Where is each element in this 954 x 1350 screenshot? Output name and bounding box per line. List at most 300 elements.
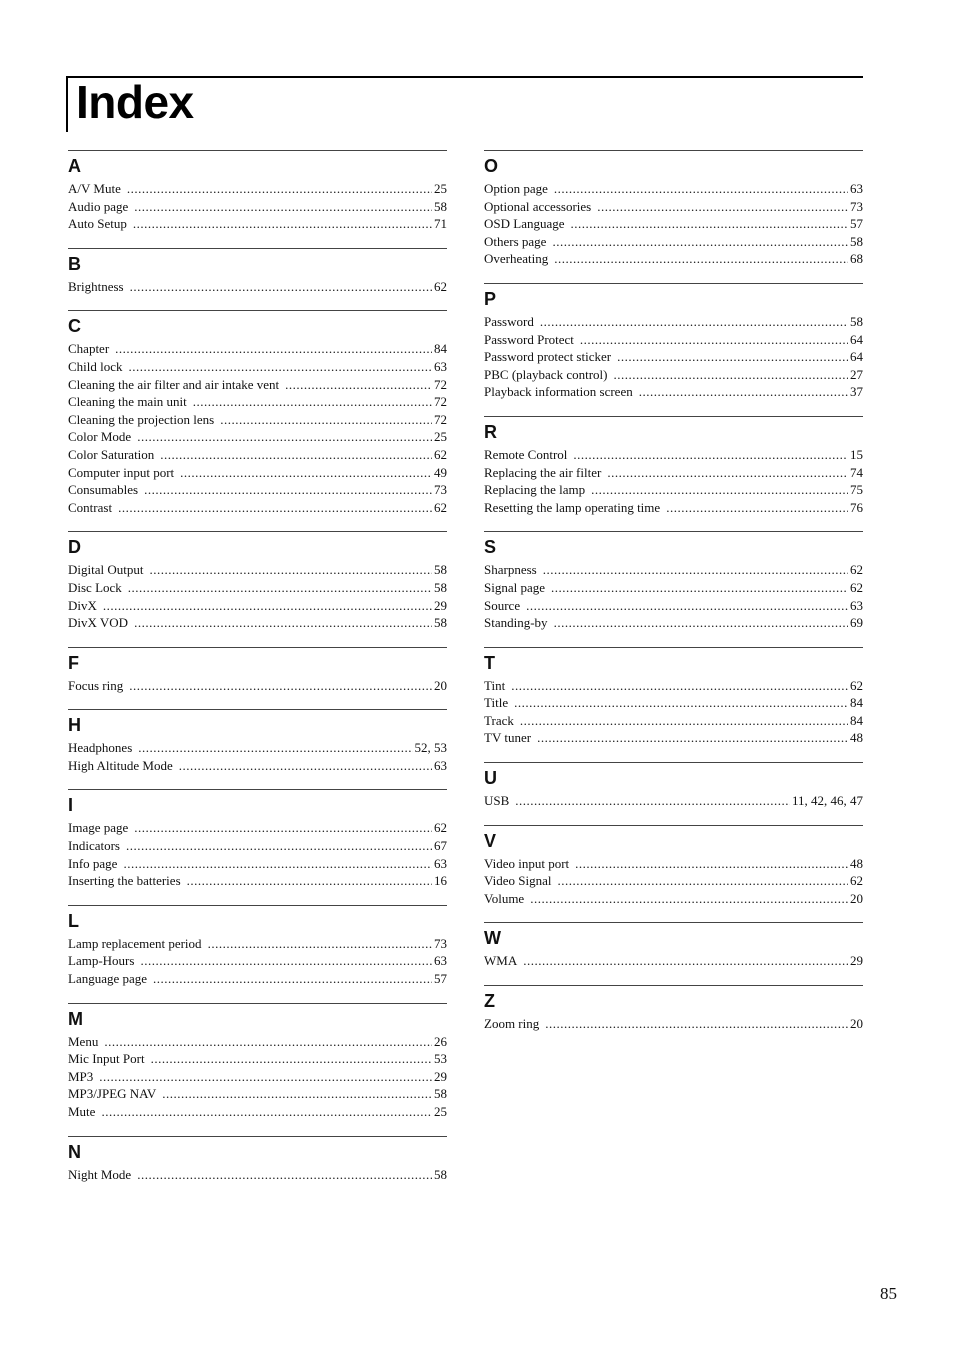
entry-page-ref: 72 [434, 376, 447, 392]
entry-page-ref: 62 [850, 873, 863, 889]
index-entry [484, 677, 863, 695]
dot-leader [153, 970, 432, 988]
dot-leader [554, 250, 848, 268]
dot-leader [511, 677, 848, 695]
entry-term: Audio page [68, 198, 129, 214]
index-entry [68, 819, 447, 837]
section-letter: R [484, 416, 863, 446]
dot-leader [140, 952, 432, 970]
section-letter: L [68, 905, 447, 935]
entry-page-ref: 27 [850, 366, 863, 382]
index-section-i [68, 789, 447, 889]
dot-leader [129, 677, 432, 695]
index-entry [68, 180, 447, 198]
entry-term: PBC (playback control) [484, 366, 608, 382]
entry-list [68, 739, 447, 774]
entry-term: DivX [68, 597, 97, 613]
entry-page-ref: 73 [434, 482, 447, 498]
section-letter: I [68, 789, 447, 819]
dot-leader [575, 855, 848, 873]
entry-page-ref: 11, 42, 46, 47 [791, 793, 863, 809]
section-letter: P [484, 283, 863, 313]
entry-page-ref: 16 [434, 873, 447, 889]
entry-term: Color Mode [68, 429, 132, 445]
entry-page-ref: 63 [434, 757, 447, 773]
index-entry [484, 1015, 863, 1033]
dot-leader [613, 366, 848, 384]
dot-leader [537, 729, 848, 747]
dot-leader [557, 872, 848, 890]
index-entry [68, 1103, 447, 1121]
dot-leader [607, 464, 848, 482]
dot-leader [128, 579, 432, 597]
entry-term: Image page [68, 820, 129, 836]
entry-page-ref: 73 [434, 935, 447, 951]
entry-page-ref: 57 [850, 216, 863, 232]
entry-page-ref: 29 [434, 597, 447, 613]
entry-page-ref: 29 [434, 1068, 447, 1084]
index-entry [484, 348, 863, 366]
dot-leader [149, 561, 432, 579]
entry-list [68, 677, 447, 695]
entry-page-ref: 63 [850, 597, 863, 613]
entry-term: Headphones [68, 740, 133, 756]
entry-term: Inserting the batteries [68, 873, 181, 889]
entry-page-ref: 63 [434, 953, 447, 969]
entry-page-ref: 62 [434, 820, 447, 836]
entry-list [484, 1015, 863, 1033]
entry-term: Digital Output [68, 562, 144, 578]
entry-page-ref: 48 [850, 730, 863, 746]
index-entry [484, 561, 863, 579]
dot-leader [543, 561, 848, 579]
dot-leader [134, 614, 432, 632]
index-section-t [484, 647, 863, 747]
dot-leader [160, 446, 432, 464]
section-letter: T [484, 647, 863, 677]
entry-term: Color Saturation [68, 446, 155, 462]
dot-leader [220, 411, 432, 429]
index-entry [484, 890, 863, 908]
index-entry [68, 561, 447, 579]
entry-page-ref: 58 [434, 579, 447, 595]
dot-leader [104, 1033, 432, 1051]
dot-leader [115, 340, 432, 358]
entry-page-ref: 76 [850, 499, 863, 515]
entry-term: Language page [68, 971, 148, 987]
index-section-f [68, 647, 447, 695]
index-section-n [68, 1136, 447, 1184]
entry-page-ref: 48 [850, 855, 863, 871]
index-entry [68, 1050, 447, 1068]
index-section-b [68, 248, 447, 296]
entry-list [484, 180, 863, 268]
index-entry [484, 952, 863, 970]
index-entry [484, 366, 863, 384]
index-entry [68, 757, 447, 775]
dot-leader [137, 1166, 432, 1184]
index-entry [68, 1166, 447, 1184]
entry-page-ref: 25 [434, 429, 447, 445]
entry-page-ref: 72 [434, 411, 447, 427]
entry-term: Menu [68, 1033, 99, 1049]
entry-list [68, 1166, 447, 1184]
entry-term: A/V Mute [68, 181, 121, 196]
section-letter: D [68, 531, 447, 561]
entry-page-ref: 64 [850, 349, 863, 365]
section-letter: M [68, 1003, 447, 1033]
section-letter: U [484, 762, 863, 792]
entry-term: Chapter [68, 341, 110, 357]
index-entry [68, 499, 447, 517]
dot-leader [130, 278, 432, 296]
index-entry [68, 393, 447, 411]
index-column-right [484, 150, 863, 1048]
dot-leader [530, 890, 848, 908]
dot-leader [103, 597, 432, 615]
entry-term: Computer input port [68, 464, 175, 480]
entry-list [484, 952, 863, 970]
index-entry [68, 215, 447, 233]
index-entry [68, 1085, 447, 1103]
entry-list [484, 792, 863, 810]
dot-leader [580, 331, 848, 349]
index-entry [68, 855, 447, 873]
entry-term: TV tuner [484, 730, 532, 746]
entry-term: Contrast [68, 499, 113, 515]
entry-term: WMA [484, 953, 518, 969]
section-letter: O [484, 150, 863, 180]
entry-page-ref: 37 [850, 384, 863, 400]
entry-term: Cleaning the air filter and air intake vent [68, 376, 280, 392]
index-entry [484, 712, 863, 730]
index-entry [484, 180, 863, 198]
dot-leader [573, 446, 848, 464]
index-entry [68, 464, 447, 482]
section-letter: F [68, 647, 447, 677]
entry-page-ref: 84 [850, 695, 863, 711]
entry-term: Replacing the air filter [484, 464, 602, 480]
dot-leader [597, 198, 848, 216]
entry-term: Optional accessories [484, 198, 592, 214]
section-letter: N [68, 1136, 447, 1166]
dot-leader [180, 464, 432, 482]
section-letter: A [68, 150, 447, 180]
index-column-left [68, 150, 447, 1198]
index-entry [68, 428, 447, 446]
index-entry [68, 1068, 447, 1086]
index-entry [484, 313, 863, 331]
dot-leader [666, 499, 848, 517]
entry-term: Volume [484, 890, 525, 906]
index-entry [68, 597, 447, 615]
dot-leader [129, 358, 432, 376]
dot-leader [523, 952, 848, 970]
entry-term: Password Protect [484, 331, 574, 347]
dot-leader [127, 180, 432, 198]
index-entry [484, 383, 863, 401]
index-section-c [68, 310, 447, 516]
dot-leader [187, 872, 432, 890]
index-entry [68, 872, 447, 890]
entry-term: MP3 [68, 1068, 94, 1084]
entry-page-ref: 63 [434, 358, 447, 374]
index-section-h [68, 709, 447, 774]
entry-page-ref: 58 [434, 198, 447, 214]
index-entry [484, 250, 863, 268]
dot-leader [162, 1085, 432, 1103]
entry-page-ref: 75 [850, 482, 863, 498]
entry-list [484, 677, 863, 747]
entry-term: Zoom ring [484, 1016, 540, 1032]
index-entry [484, 464, 863, 482]
entry-term: Disc Lock [68, 579, 122, 595]
dot-leader [551, 579, 848, 597]
entry-list [484, 561, 863, 631]
entry-page-ref: 68 [850, 251, 863, 267]
dot-leader [617, 348, 848, 366]
entry-term: Sharpness [484, 562, 537, 578]
entry-page-ref: 72 [434, 394, 447, 410]
entry-term: Password protect sticker [484, 349, 612, 365]
dot-leader [514, 694, 848, 712]
page-title: Index [76, 76, 194, 128]
entry-page-ref: 20 [434, 677, 447, 693]
entry-page-ref: 58 [434, 1166, 447, 1182]
dot-leader [123, 855, 432, 873]
entry-page-ref: 53 [434, 1051, 447, 1067]
index-entry [484, 499, 863, 517]
entry-term: Mute [68, 1104, 96, 1119]
section-letter: B [68, 248, 447, 278]
entry-list [68, 935, 447, 988]
index-entry [484, 579, 863, 597]
entry-term: Cleaning the projection lens [68, 411, 215, 427]
section-letter: W [484, 922, 863, 952]
dot-leader [137, 428, 432, 446]
entry-list [68, 819, 447, 889]
index-entry [68, 411, 447, 429]
dot-leader [554, 614, 848, 632]
entry-term: Resetting the lamp operating time [484, 499, 661, 515]
index-section-m [68, 1003, 447, 1121]
entry-page-ref: 20 [850, 1016, 863, 1032]
index-entry [484, 215, 863, 233]
dot-leader [285, 376, 432, 394]
entry-list [68, 180, 447, 233]
index-entry [484, 481, 863, 499]
entry-term: Remote Control [484, 446, 568, 462]
dot-leader [134, 198, 432, 216]
entry-list [484, 855, 863, 908]
entry-page-ref: 49 [434, 464, 447, 480]
entry-term: Password [484, 313, 534, 329]
dot-leader [99, 1068, 432, 1086]
index-entry [68, 340, 447, 358]
entry-term: Title [484, 695, 509, 711]
entry-term: Video Signal [484, 873, 552, 889]
dot-leader [151, 1050, 432, 1068]
entry-page-ref: 73 [850, 198, 863, 214]
index-entry [68, 278, 447, 296]
entry-page-ref: 69 [850, 615, 863, 631]
dot-leader [591, 481, 848, 499]
section-letter: H [68, 709, 447, 739]
entry-page-ref: 62 [434, 446, 447, 462]
dot-leader [133, 215, 432, 233]
index-entry [68, 198, 447, 216]
index-entry [484, 446, 863, 464]
entry-term: Child lock [68, 358, 123, 374]
entry-term: Video input port [484, 855, 570, 871]
entry-term: Playback information screen [484, 384, 633, 400]
index-entry [68, 1033, 447, 1051]
entry-page-ref: 52, 53 [414, 740, 447, 756]
entry-term: High Altitude Mode [68, 757, 173, 773]
section-letter: S [484, 531, 863, 561]
section-letter: V [484, 825, 863, 855]
page-number: 85 [880, 1284, 897, 1303]
entry-term: Consumables [68, 482, 139, 498]
entry-term: Lamp-Hours [68, 953, 135, 969]
dot-leader [208, 935, 432, 953]
dot-leader [520, 712, 848, 730]
index-section-d [68, 531, 447, 631]
index-entry [484, 198, 863, 216]
entry-page-ref: 58 [434, 1086, 447, 1102]
index-entry [484, 233, 863, 251]
index-entry [68, 446, 447, 464]
index-entry [484, 694, 863, 712]
index-section-v [484, 825, 863, 908]
entry-page-ref: 62 [850, 579, 863, 595]
index-entry [68, 739, 447, 757]
entry-term: OSD Language [484, 216, 565, 232]
index-entry [68, 376, 447, 394]
index-entry [484, 614, 863, 632]
entry-term: Overheating [484, 251, 549, 267]
entry-page-ref: 62 [850, 562, 863, 578]
dot-leader [515, 792, 790, 810]
entry-page-ref: 15 [850, 446, 863, 462]
entry-page-ref: 57 [434, 971, 447, 987]
entry-page-ref: 58 [434, 615, 447, 631]
index-section-p [484, 283, 863, 401]
index-entry [484, 331, 863, 349]
entry-list [68, 340, 447, 516]
section-letter: Z [484, 985, 863, 1015]
dot-leader [138, 739, 412, 757]
entry-page-ref: 58 [434, 562, 447, 578]
index-section-w [484, 922, 863, 970]
entry-term: Brightness [68, 278, 124, 294]
entry-term: DivX VOD [68, 615, 129, 631]
entry-term: Tint [484, 677, 506, 693]
dot-leader [526, 597, 848, 615]
dot-leader [540, 313, 848, 331]
entry-term: Signal page [484, 579, 546, 595]
entry-list [484, 313, 863, 401]
index-section-u [484, 762, 863, 810]
entry-page-ref: 58 [850, 313, 863, 329]
index-entry [68, 952, 447, 970]
dot-leader [126, 837, 432, 855]
entry-page-ref: 63 [850, 181, 863, 196]
entry-list [68, 278, 447, 296]
entry-term: Standing-by [484, 615, 548, 631]
index-entry [68, 837, 447, 855]
dot-leader [118, 499, 432, 517]
index-section-r [484, 416, 863, 516]
entry-page-ref: 62 [434, 278, 447, 294]
index-entry [68, 935, 447, 953]
entry-page-ref: 62 [850, 677, 863, 693]
entry-page-ref: 25 [434, 181, 447, 196]
dot-leader [571, 215, 848, 233]
entry-page-ref: 20 [850, 890, 863, 906]
index-entry [68, 677, 447, 695]
index-entry [484, 872, 863, 890]
entry-term: Track [484, 712, 514, 728]
entry-page-ref: 71 [434, 216, 447, 232]
index-section-s [484, 531, 863, 631]
entry-page-ref: 58 [850, 233, 863, 249]
index-entry [484, 855, 863, 873]
entry-page-ref: 74 [850, 464, 863, 480]
entry-page-ref: 62 [434, 499, 447, 515]
entry-term: USB [484, 793, 510, 809]
entry-list [68, 1033, 447, 1121]
entry-term: Source [484, 597, 521, 613]
entry-term: Focus ring [68, 677, 124, 693]
index-entry [68, 481, 447, 499]
section-letter: C [68, 310, 447, 340]
index-section-l [68, 905, 447, 988]
entry-term: Cleaning the main unit [68, 394, 187, 410]
index-entry [484, 792, 863, 810]
entry-term: Replacing the lamp [484, 482, 586, 498]
dot-leader [554, 180, 848, 198]
index-section-a [68, 150, 447, 233]
dot-leader [545, 1015, 848, 1033]
entry-term: Indicators [68, 838, 120, 854]
index-section-z [484, 985, 863, 1033]
index-entry [484, 729, 863, 747]
entry-page-ref: 26 [434, 1033, 447, 1049]
entry-page-ref: 84 [850, 712, 863, 728]
entry-page-ref: 84 [434, 341, 447, 357]
entry-page-ref: 29 [850, 953, 863, 969]
dot-leader [193, 393, 432, 411]
entry-term: Others page [484, 233, 547, 249]
dot-leader [101, 1103, 432, 1121]
dot-leader [552, 233, 848, 251]
entry-page-ref: 63 [434, 855, 447, 871]
entry-page-ref: 64 [850, 331, 863, 347]
dot-leader [134, 819, 432, 837]
dot-leader [179, 757, 432, 775]
index-entry [68, 358, 447, 376]
entry-term: Auto Setup [68, 216, 127, 232]
dot-leader [144, 481, 432, 499]
index-entry [68, 579, 447, 597]
entry-term: Info page [68, 855, 118, 871]
index-entry [484, 597, 863, 615]
entry-term: MP3/JPEG NAV [68, 1086, 157, 1102]
entry-term: Option page [484, 181, 548, 196]
entry-page-ref: 67 [434, 838, 447, 854]
index-entry [68, 614, 447, 632]
